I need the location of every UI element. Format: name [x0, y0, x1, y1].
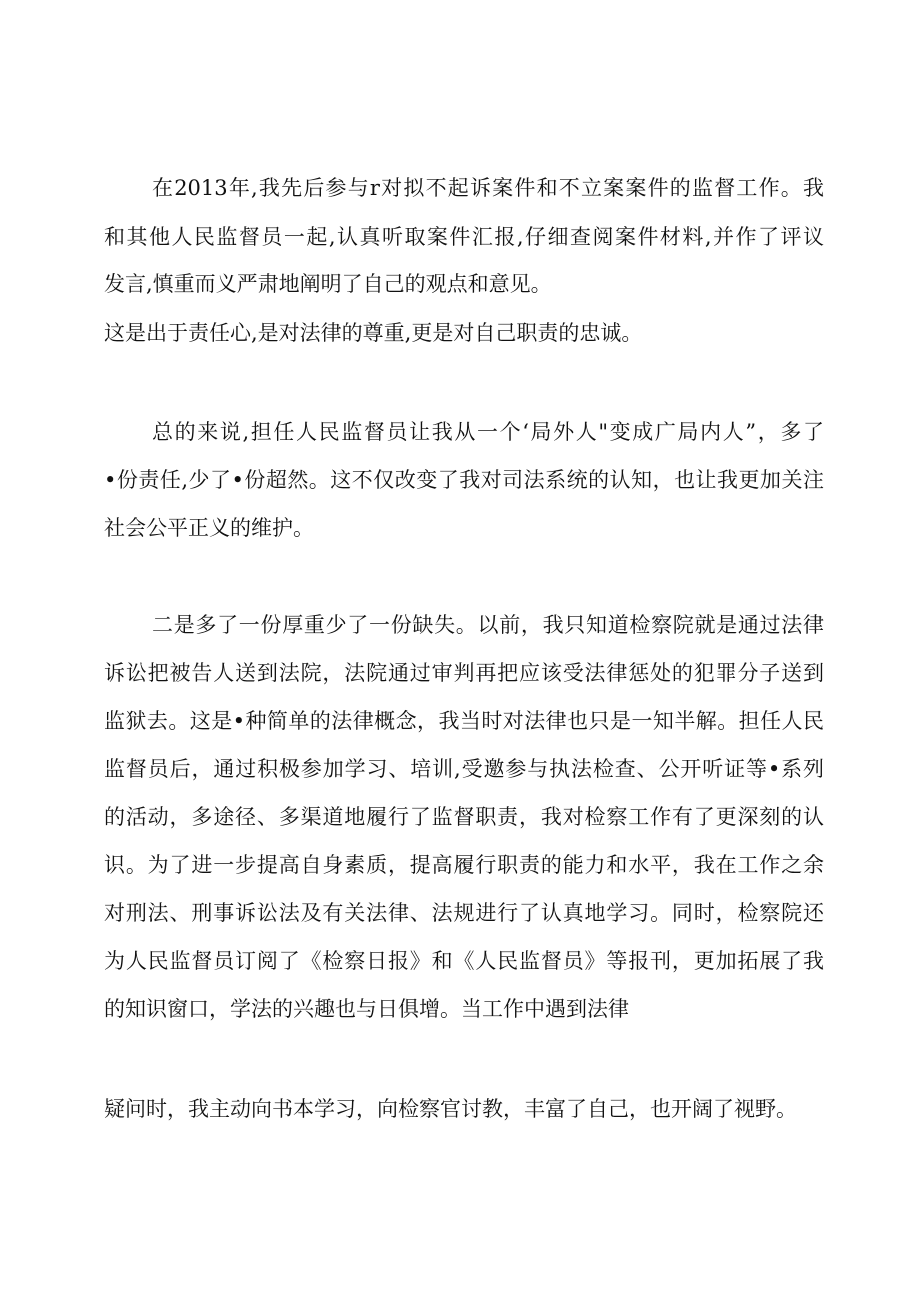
paragraph-3-line-8: 为人民监督员订阅了《检察日报》和《人民监督员》等报刊，更加拓展了我: [104, 949, 824, 973]
paragraph-3-line-2: 诉讼把被告人送到法院，法院通过审判再把应该受法律惩处的犯罪分子送到: [104, 661, 824, 685]
paragraph-3-line-6: 识。为了进一步提高自身素质，提高履行职责的能力和水平，我在工作之余: [104, 853, 824, 877]
paragraph-3-line-1: 二是多了一份厚重少了一份缺失。以前，我只知道检察院就是通过法律: [152, 613, 824, 637]
paragraph-1-line-2: 和其他人民监督员一起,认真听取案件汇报,仔细查阅案件材料,并作了评议: [104, 225, 824, 249]
paragraph-1-line-3: 发言,慎重而义严肃地阐明了自己的观点和意见。: [104, 272, 552, 296]
paragraph-2-line-1: 总的来说,担任人民监督员让我从一个‘局外人"变成广局内人”，多了: [152, 420, 824, 444]
paragraph-3-line-4: 监督员后，通过积极参加学习、培训,受邀参与执法检查、公开听证等•系列: [104, 757, 824, 781]
paragraph-1-line-4: 这是出于责任心,是对法律的尊重,更是对自己职责的忠诚。: [104, 321, 643, 345]
paragraph-2-line-3: 社会公平正义的维护。: [104, 516, 314, 540]
paragraph-1-line-1: 在2013年,我先后参与r对拟不起诉案件和不立案案件的监督工作。我: [152, 176, 824, 200]
paragraph-3-line-5: 的活动，多途径、多渠道地履行了监督职责，我对检察工作有了更深刻的认: [104, 805, 824, 829]
paragraph-2-line-2: •份责任,少了•份超然。这不仅改变了我对司法系统的认知，也让我更加关注: [104, 468, 824, 492]
paragraph-3-line-9: 的知识窗口，学法的兴趣也与日俱增。当工作中遇到法律: [104, 997, 629, 1021]
paragraph-3-line-7: 对刑法、刑事诉讼法及有关法律、法规进行了认真地学习。同时，检察院还: [104, 901, 824, 925]
paragraph-4-line-1: 疑问时，我主动向书本学习，向检察官讨教，丰富了自己，也开阔了视野。: [104, 1097, 797, 1121]
paragraph-3-line-3: 监狱去。这是•种简单的法律概念，我当时对法律也只是一知半解。担任人民: [104, 709, 824, 733]
